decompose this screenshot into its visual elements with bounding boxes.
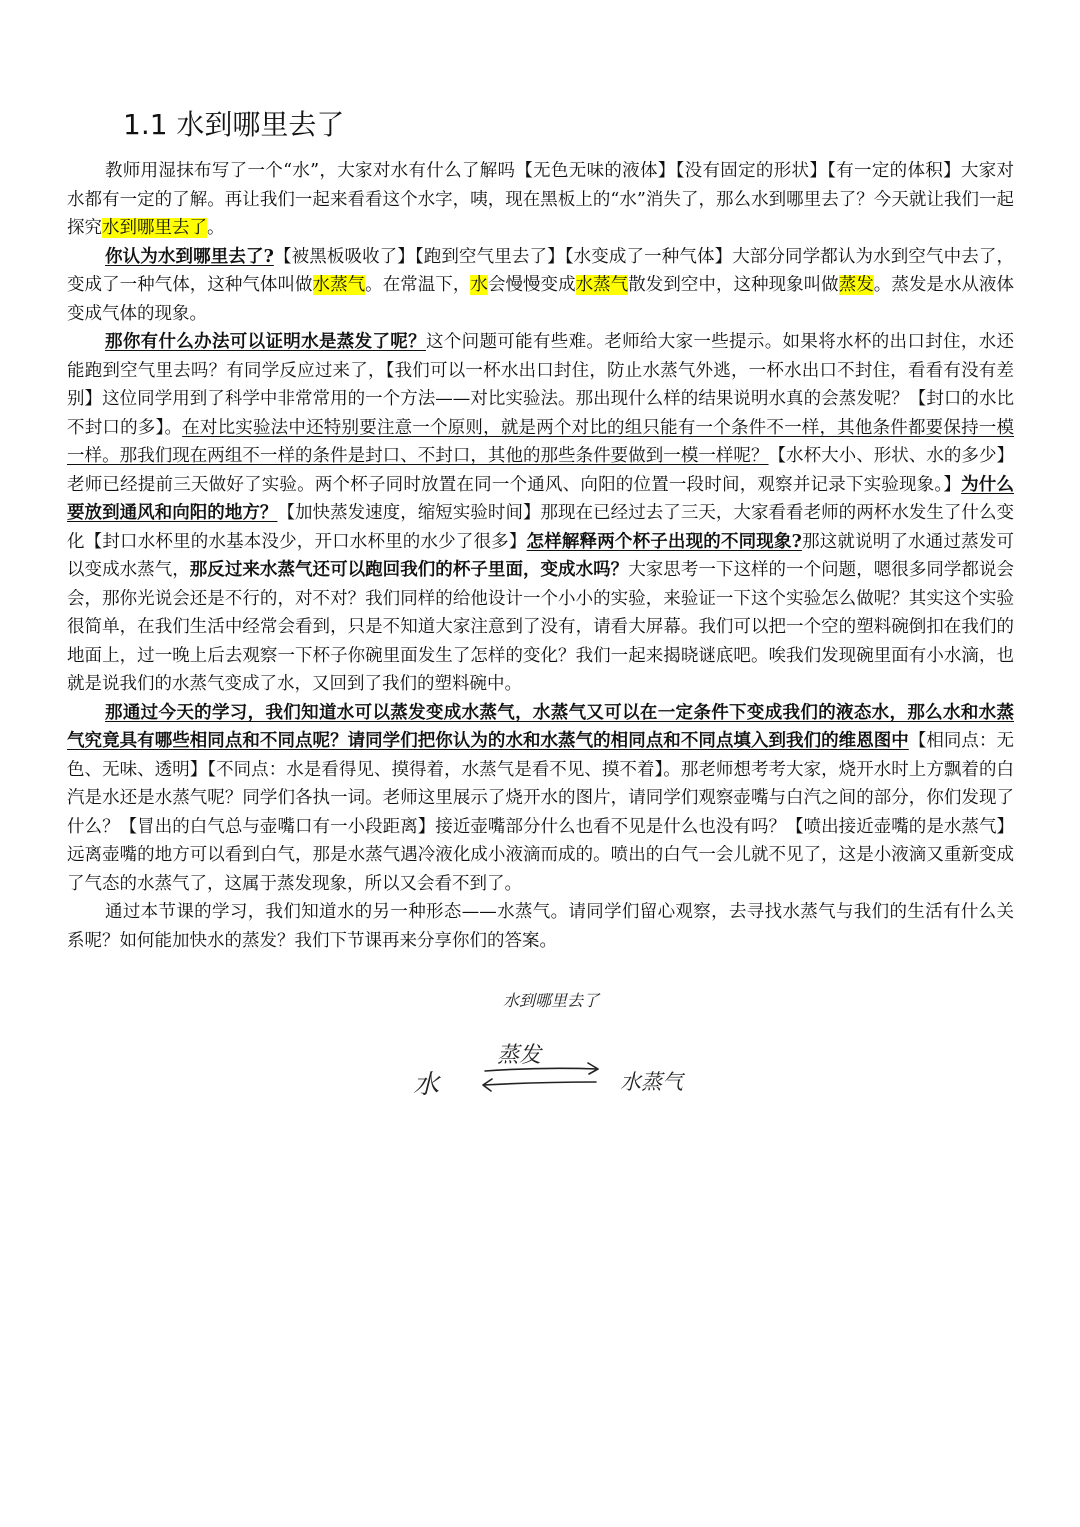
emphasized-question: 你认为水到哪里去了? xyxy=(105,246,274,267)
emphasized-question: 怎样解释两个杯子出现的不同现象? xyxy=(526,531,802,552)
text-segment: 【被黑板吸收了】【跑到空气里去了】【水变成了一种气体】大部分同学都认为水到空气中去了，变成了一种气体，这种气体叫做 xyxy=(67,246,1014,295)
text-segment: 【相同点：无色、无味、透明】【不同点：水是看得见、摸得着，水蒸气是看不见、摸不着】。那老师想考考大家，烧开水时上方飘着的白汽是水还是水蒸气呢？同学们各执一词。老师这里展示了烧开水的图片，请同学们观察壶嘴与白汽之间的部分，你们发现了什么？【冒出的白气总与壶嘴口有一小段距离】接近壶嘴部分什么也看不见是什么也没有吗？【喷出接近壶嘴的是水蒸气】远离壶嘴的地方可以看到白气，那是水蒸气遇冷液化成小液滴而成的。喷出的白气一会儿就不见了，这是小液滴又重新变成了气态的水蒸气了，这属于蒸发现象，所以又会看不到了。 xyxy=(67,731,1015,894)
diagram-title: 水到哪里去了 xyxy=(503,991,600,1010)
highlighted-term: 水蒸气 xyxy=(575,275,629,295)
text-segment: 教师用湿抹布写了一个“水”，大家对水有什么了解吗【无色无味的液体】【没有固定的形状】【有一定的体积】大家对水都有一定的了解。再让我们一起来看看这个水字，咦，现在黑板上的“水”消失了，那么水到哪里去了？今天就让我们一起探究 xyxy=(67,161,1014,238)
highlighted-term: 蒸发 xyxy=(838,275,874,295)
text-segment: 这个问题可能有些难。老师给大家一些提示。如果将水杯的出口封住，水还能跑到空气里去吗？有同学反应过来了，【我们可以一杯水出口封住，防止水蒸气外逃，一杯水出口不封住，看看有没有差别】这位同学用到了科学中非常常用的一个方法——对比实验法。那出现什么样的结果说明水真的会蒸发呢？【封口的水比不封口的多】。 xyxy=(67,332,1015,438)
text-segment: 【水杯大小、形状、水的多少】老师已经提前三天做好了实验。两个杯子同时放置在同一个通风、向阳的位置一段时间，观察并记录下实验现象。】 xyxy=(67,446,1015,495)
arrow-label: 蒸发 xyxy=(497,1043,542,1068)
page-title: 1.1 水到哪里去了 xyxy=(123,108,345,141)
text-segment: 会慢慢变成 xyxy=(487,275,576,295)
paragraph-1 xyxy=(67,157,1014,243)
forward-arrow-icon xyxy=(485,1063,598,1074)
highlighted-term: 水 xyxy=(470,275,488,295)
emphasized-question: 那反过来水蒸气还可以跑回我们的杯子里面，变成水吗？ xyxy=(189,560,629,580)
highlighted-term: 水到哪里去了 xyxy=(102,218,207,238)
text-segment: 。在常温下， xyxy=(365,275,471,295)
paragraph-3 xyxy=(67,328,1014,699)
highlighted-term: 水蒸气 xyxy=(312,275,366,295)
text-segment: 。蒸发是水从液体变成气体的现象。 xyxy=(67,275,1015,324)
text-segment: 那这就说明了水通过蒸发可以变成水蒸气， xyxy=(67,531,1014,580)
text-segment: 散发到空中，这种现象叫做 xyxy=(628,275,839,295)
text-segment: 。 xyxy=(207,218,225,238)
diagram-left-term: 水 xyxy=(413,1070,440,1100)
text-segment: 大家思考一下这样的一个问题，嗯很多同学都说会会，那你光说会还是不行的，对不对？我们同样的给他设计一个小小的实验，来验证一下这个实验怎么做呢？其实这个实验很简单，在我们生活中经常会看到，只是不知道大家注意到了没有，请看大屏幕。我们可以把一个空的塑料碗倒扣在我们的地面上，过一晚上后去观察一下杯子你碗里面发生了怎样的变化？我们一起来揭晓谜底吧。唉我们发现碗里面有小水滴，也就是说我们的水蒸气变成了水，又回到了我们的塑料碗中。 xyxy=(67,560,1015,694)
text-segment: 通过本节课的学习，我们知道水的另一种形态——水蒸气。请同学们留心观察，去寻找水蒸气与我们的生活有什么关系呢？如何能加快水的蒸发？我们下节课再来分享你们的答案。 xyxy=(67,902,1014,951)
paragraph-5 xyxy=(67,898,1014,955)
diagram-right-term: 水蒸气 xyxy=(620,1070,683,1094)
backward-arrow-icon xyxy=(483,1079,596,1091)
text-segment: 【加快蒸发速度，缩短实验时间】那现在已经过去了三天，大家看看老师的两杯水发生了什么变化【封口水杯里的水基本没少，开口水杯里的水少了很多】 xyxy=(67,503,1014,552)
reversible-arrows xyxy=(470,1055,610,1100)
emphasized-question: 那通过今天的学习，我们知道水可以蒸发变成水蒸气，水蒸气又可以在一定条件下变成我们的液态水，那么水和水蒸气究竟具有哪些相同点和不同点呢？请同学们把你认为的水和水蒸气的相同点和不同点填入到我们的维恩图中 xyxy=(67,702,1014,751)
paragraph-2 xyxy=(67,243,1014,329)
emphasized-question: 在对比实验法中还特别要注意一个原则，就是两个对比的组只能有一个条件不一样，其他条件都要保持一模一样。那我们现在两组不一样的条件是封口、不封口，其他的那些条件要做到一模一样呢？ xyxy=(67,417,1014,466)
paragraph-4 xyxy=(67,699,1014,899)
emphasized-question: 那你有什么办法可以证明水是蒸发了呢？ xyxy=(105,332,426,352)
document-body xyxy=(67,157,1014,955)
emphasized-question: 为什么要放到通风和向阳的地方？ xyxy=(67,474,1014,523)
